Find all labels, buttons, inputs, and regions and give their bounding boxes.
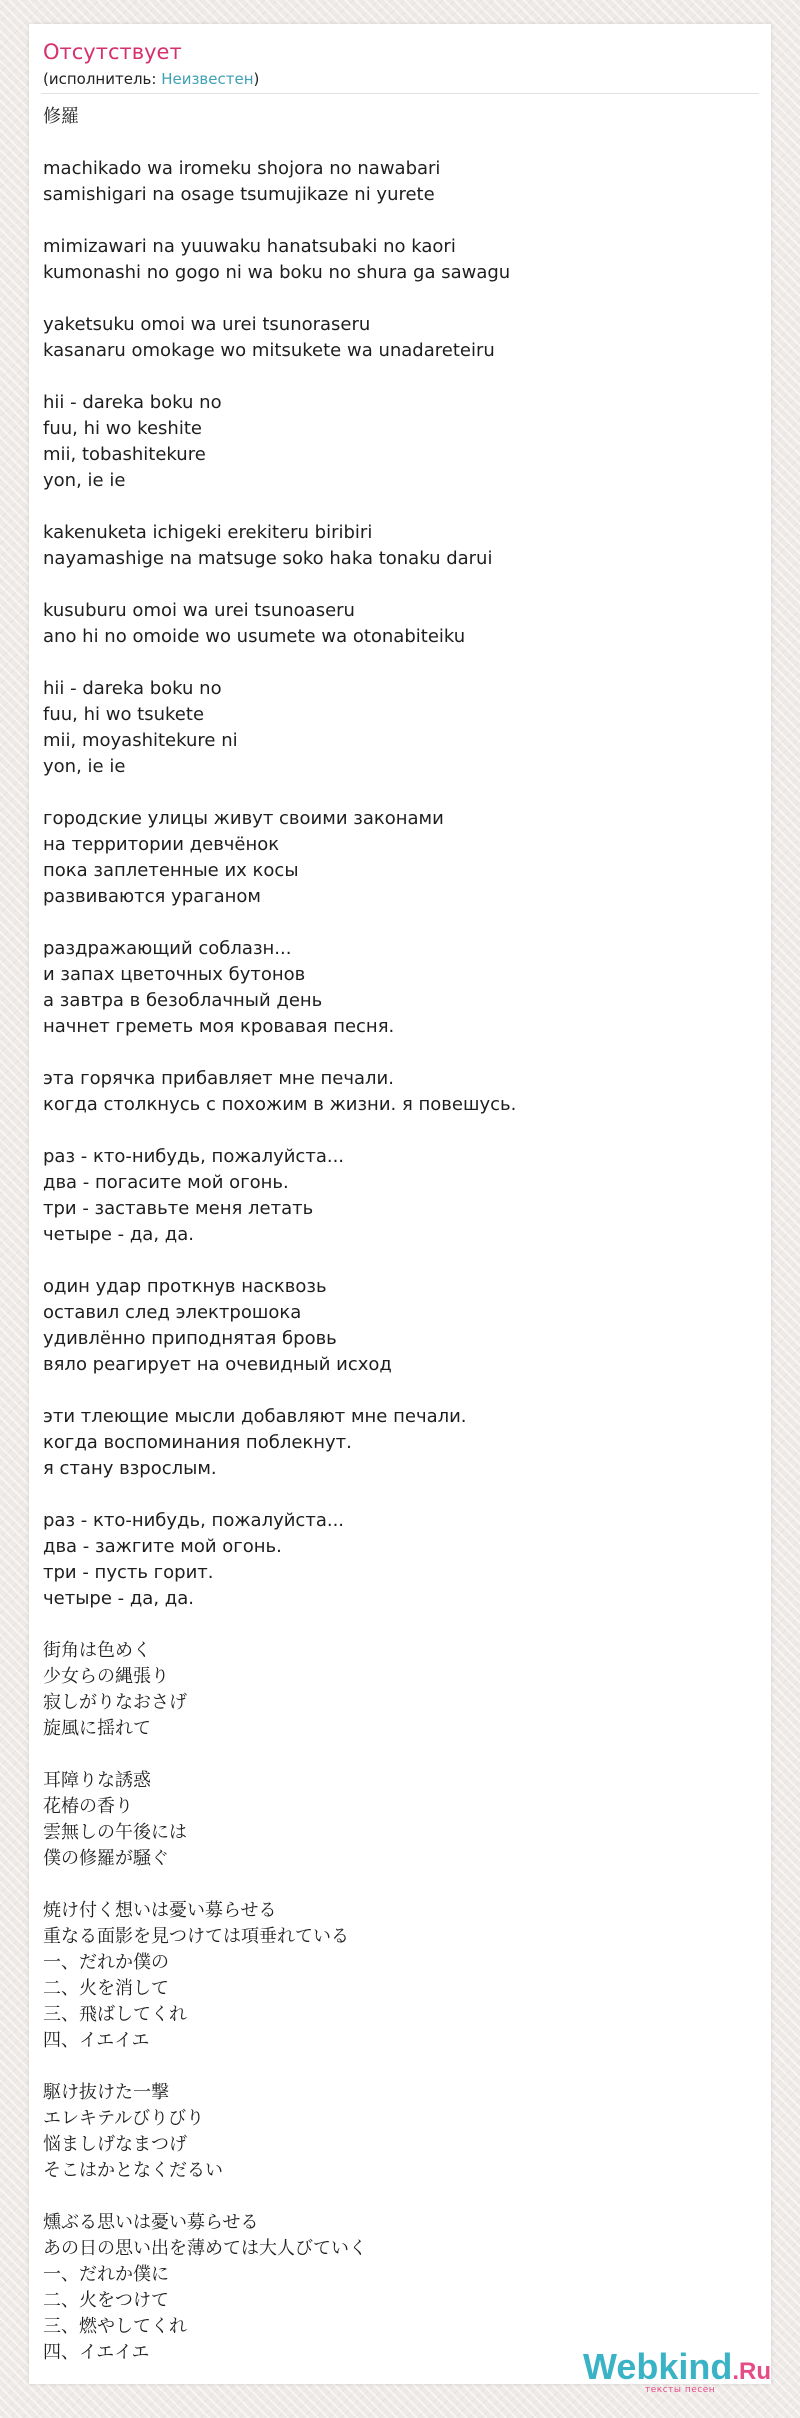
lyric-line: 燻ぶる思いは憂い募らせる [43,2212,259,2233]
lyric-line: когда воспоминания поблекнут. [43,1432,352,1453]
lyric-line: 三、燃やしてくれ [43,2316,187,2337]
stanza-gap [43,1040,743,1066]
lyric-line: на территории девчёнок [43,834,280,855]
stanza-gap [43,1742,743,1768]
lyric-line: 寂しがりなおさげ [43,1692,187,1713]
lyric-line: fuu, hi wo keshite [43,418,202,439]
stanza-gap [43,1872,743,1898]
lyric-line: yon, ie ie [43,470,126,491]
lyric-line: эти тлеющие мысли добавляют мне печали. [43,1406,467,1427]
lyric-line: вяло реагирует на очевидный исход [43,1354,392,1375]
lyric-line: 旋風に揺れて [43,1718,151,1739]
lyric-line: kakenuketa ichigeki erekiteru biribiri [43,522,373,543]
lyric-line: один удар проткнув насквозь [43,1276,327,1297]
lyric-line: 悩ましげなまつげ [43,2134,187,2155]
lyric-line: 焼け付く想いは憂い募らせる [43,1900,277,1921]
lyric-line: 四、イエイエ [43,2030,150,2051]
lyric-line: раз - кто-нибудь, пожалуйста... [43,1146,345,1167]
logo-name: Webkind [583,2346,733,2387]
lyric-line: два - погасите мой огонь. [43,1172,289,1193]
artist-suffix: ) [253,70,260,88]
lyric-line: 一、だれか僕の [43,1952,169,1973]
song-title: Отсутствует [43,40,182,64]
stanza-gap [43,2054,743,2080]
lyric-line: 修羅 [43,106,79,127]
lyric-line: 四、イエイエ [43,2342,150,2363]
stanza-gap [43,780,743,806]
lyric-line: 少女らの縄張り [43,1666,169,1687]
logo-tld: .Ru [732,2358,772,2385]
lyric-line: удивлённо приподнятая бровь [43,1328,337,1349]
lyric-line: samishigari na osage tsumujikaze ni yurete [43,184,435,205]
stanza-gap [43,1378,743,1404]
lyric-line: エレキテルびりびり [43,2108,205,2129]
lyric-line: machikado wa iromeku shojora no nawabari [43,158,441,179]
stanza-gap [43,286,743,312]
stanza-gap [43,910,743,936]
lyric-line: эта горячка прибавляет мне печали. [43,1068,394,1089]
lyric-line: раз - кто-нибудь, пожалуйста... [43,1510,345,1531]
stanza-gap [43,1482,743,1508]
stanza-gap [43,494,743,520]
stanza-gap [43,130,743,156]
stanza-gap [43,1118,743,1144]
lyric-line: я стану взрослым. [43,1458,217,1479]
lyric-line: 街角は色めく [43,1640,151,1661]
stanza-gap [43,1248,743,1274]
lyric-line: 二、火を消して [43,1978,169,1999]
lyric-line: mii, moyashitekure ni [43,730,238,751]
lyric-line: kusuburu omoi wa urei tsunoaseru [43,600,355,621]
lyric-line: kumonashi no gogo ni wa boku no shura ga sawagu [43,262,511,283]
lyric-line: hii - dareka boku no [43,678,222,699]
lyric-line: 一、だれか僕に [43,2264,169,2285]
lyric-line: оставил след электрошока [43,1302,302,1323]
lyric-line: fuu, hi wo tsukete [43,704,205,725]
stanza-gap [43,2184,743,2210]
lyric-line: 僕の修羅が騒ぐ [43,1848,169,1869]
artist-link[interactable]: Неизвестен [161,70,254,88]
lyric-line: начнет греметь моя кровавая песня. [43,1016,395,1037]
lyric-line: mimizawari na yuuwaku hanatsubaki no kaori [43,236,456,257]
lyric-line: два - зажгите мой огонь. [43,1536,282,1557]
lyric-line: あの日の思い出を薄めては大人びていく [43,2238,367,2259]
lyric-line: 重なる面影を見つけては項垂れている [43,1926,349,1947]
lyrics-body [43,104,743,2366]
stanza-gap [43,364,743,390]
lyric-line: 雲無しの午後には [43,1822,187,1843]
lyric-line: городские улицы живут своими законами [43,808,444,829]
artist-prefix: (исполнитель: [43,70,162,88]
lyric-line: раздражающий соблазн... [43,938,292,959]
lyric-line: nayamashige na matsuge soko haka tonaku darui [43,548,493,569]
lyric-line: три - пусть горит. [43,1562,214,1583]
lyric-line: четыре - да, да. [43,1588,194,1609]
stanza-gap [43,572,743,598]
lyric-line: 三、飛ばしてくれ [43,2004,187,2025]
stanza-gap [43,650,743,676]
lyric-line: 駆け抜けた一撃 [43,2082,169,2103]
lyric-line: развиваются ураганом [43,886,262,907]
lyric-line: три - заставьте меня летать [43,1198,314,1219]
lyric-line: 耳障りな誘惑 [43,1770,151,1791]
logo-tagline: тексты песен [645,2385,716,2395]
lyric-line: четыре - да, да. [43,1224,194,1245]
webkind-logo[interactable] [583,2347,783,2399]
lyric-line: hii - dareka boku no [43,392,222,413]
lyrics-card [29,24,771,2384]
lyric-line: kasanaru omokage wo mitsukete wa unadareteiru [43,340,495,361]
lyric-line: mii, tobashitekure [43,444,206,465]
header-divider [41,93,759,94]
stanza-gap [43,208,743,234]
lyric-line: и запах цветочных бутонов [43,964,306,985]
lyric-line: yon, ie ie [43,756,126,777]
lyric-line: 二、火をつけて [43,2290,169,2311]
lyric-line: а завтра в безоблачный день [43,990,323,1011]
lyric-line: ano hi no omoide wo usumete wa otonabiteiku [43,626,466,647]
lyric-line: そこはかとなくだるい [43,2160,223,2181]
lyric-line: пока заплетенные их косы [43,860,299,881]
lyric-line: когда столкнусь с похожим в жизни. я повешусь. [43,1094,517,1115]
lyric-line: yaketsuku omoi wa urei tsunoraseru [43,314,371,335]
stanza-gap [43,1612,743,1638]
lyric-line: 花椿の香り [43,1796,133,1817]
artist-line [43,70,259,88]
